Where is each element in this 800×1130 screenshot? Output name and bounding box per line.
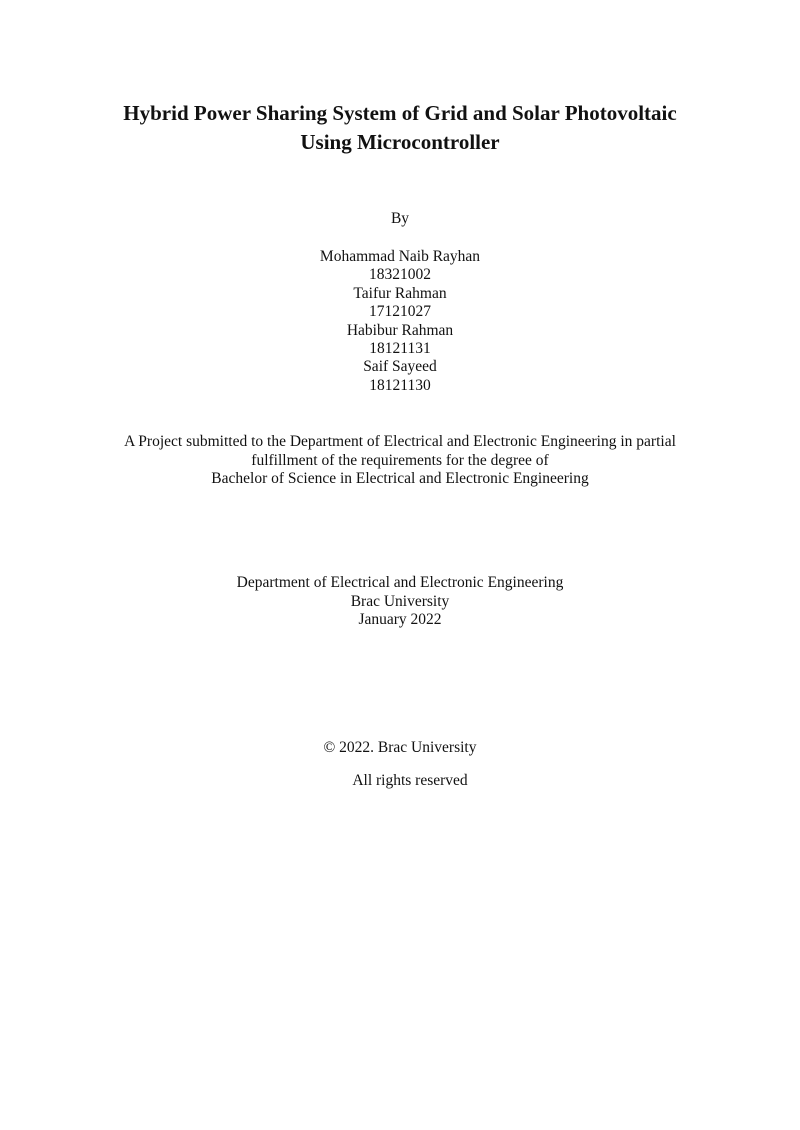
author-name: Habibur Rahman bbox=[346, 322, 454, 339]
submission-statement-line-3: Bachelor of Science in Electrical and Electronic Engineering bbox=[211, 470, 589, 487]
rights-statement: All rights reserved bbox=[352, 772, 468, 789]
document-title-line-2: Using Microcontroller bbox=[300, 130, 500, 154]
author-name: Mohammad Naib Rayhan bbox=[319, 248, 481, 265]
copyright-notice: © 2022. Brac University bbox=[323, 739, 477, 756]
author-id: 18121130 bbox=[369, 377, 431, 394]
author-id: 18121131 bbox=[369, 340, 431, 357]
author-name: Taifur Rahman bbox=[353, 285, 447, 302]
document-title-line-1: Hybrid Power Sharing System of Grid and Solar Photovoltaic bbox=[123, 101, 677, 125]
submission-statement-line-1: A Project submitted to the Department of Electrical and Electronic Engineering in partial bbox=[124, 433, 676, 450]
university-name: Brac University bbox=[350, 593, 450, 610]
submission-statement-line-2: fulfillment of the requirements for the degree of bbox=[251, 452, 549, 469]
department-name: Department of Electrical and Electronic Engineering bbox=[236, 574, 564, 591]
author-id: 17121027 bbox=[369, 303, 431, 320]
by-label: By bbox=[390, 210, 410, 227]
submission-date: January 2022 bbox=[358, 611, 442, 628]
author-id: 18321002 bbox=[369, 266, 431, 283]
author-name: Saif Sayeed bbox=[363, 358, 437, 375]
